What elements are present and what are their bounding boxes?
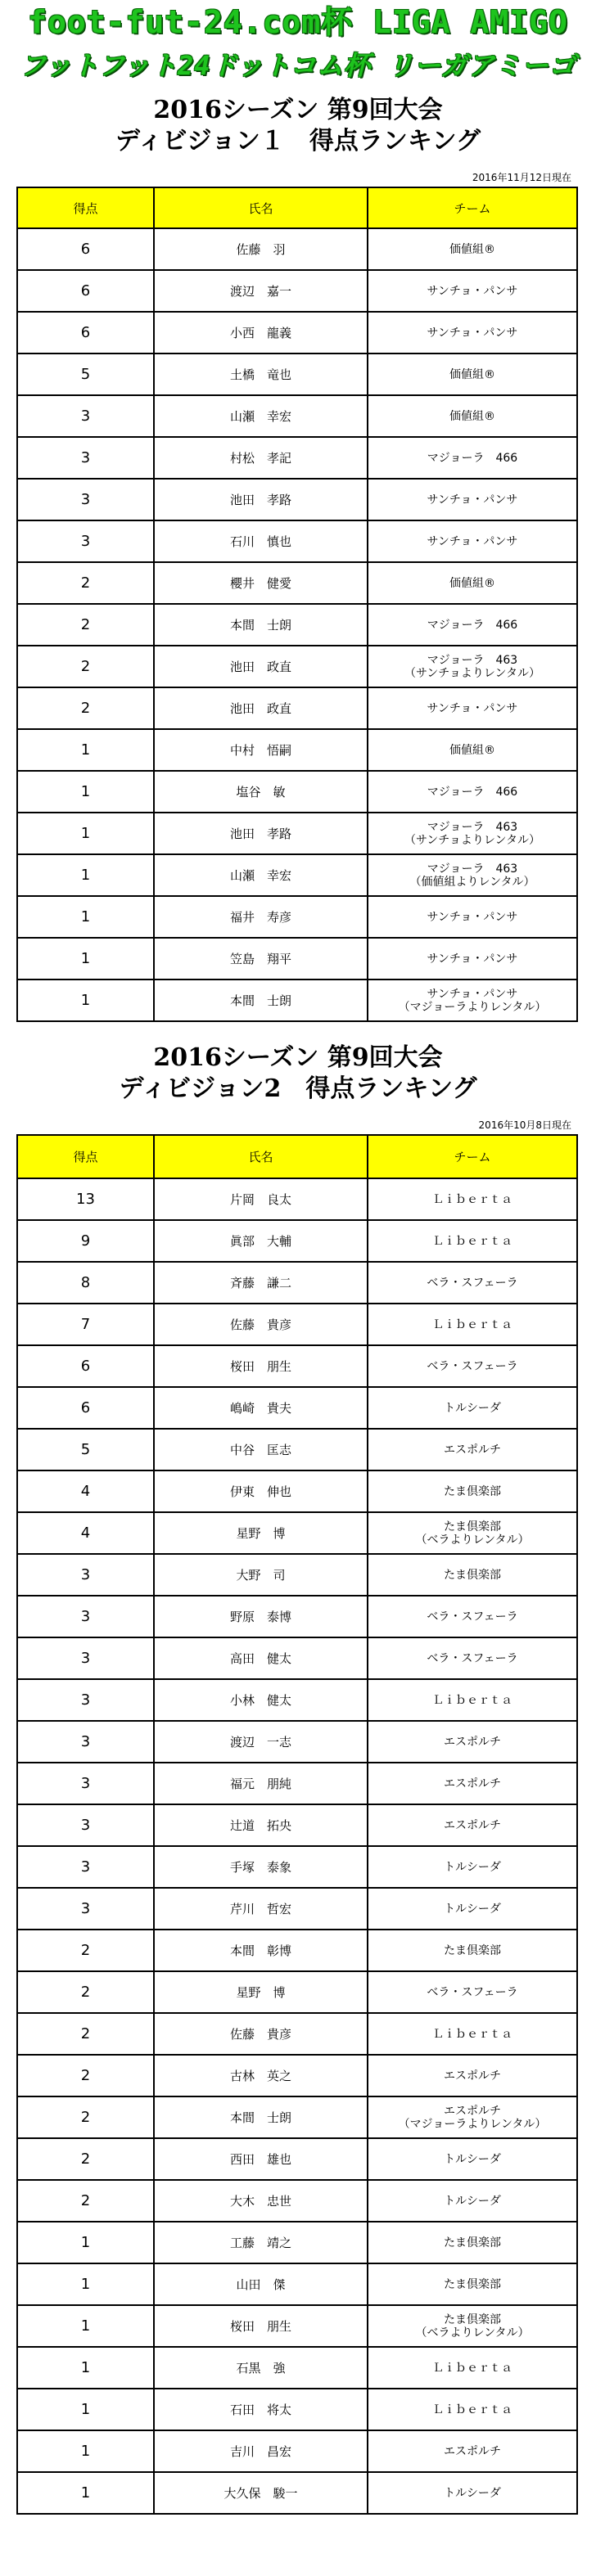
division2-title-line1: 2016シーズン 第9回大会 bbox=[153, 1043, 443, 1072]
table-row bbox=[17, 1637, 577, 1679]
team-rental-note: （マジョーラよりレンタル） bbox=[398, 2117, 547, 2131]
team-rental-note: （サンチョよりレンタル） bbox=[404, 666, 540, 680]
points-cell: 1 bbox=[17, 2305, 154, 2347]
table-header-row bbox=[17, 1135, 577, 1178]
team-name: マジョーラ 466 bbox=[427, 618, 518, 632]
table-row bbox=[17, 854, 577, 896]
division2-title-line2: ディビジョン2 得点ランキング bbox=[119, 1074, 477, 1103]
table-row bbox=[17, 896, 577, 938]
points-cell: 3 bbox=[17, 395, 154, 437]
header-name: 氏名 bbox=[154, 187, 368, 228]
team-cell bbox=[368, 896, 577, 938]
table-row bbox=[17, 1304, 577, 1345]
table-row bbox=[17, 1596, 577, 1637]
team-cell bbox=[368, 2305, 577, 2347]
team-name: マジョーラ 463 bbox=[427, 862, 518, 876]
team-name: トルシーダ bbox=[444, 1902, 501, 1916]
team-name: トルシーダ bbox=[444, 1860, 501, 1874]
team-name: たま倶楽部 bbox=[444, 1484, 501, 1498]
points-cell: 6 bbox=[17, 1387, 154, 1429]
points-cell: 6 bbox=[17, 1345, 154, 1387]
team-name: トルシーダ bbox=[444, 2194, 501, 2208]
team-cell bbox=[368, 1304, 577, 1345]
table-row bbox=[17, 1846, 577, 1888]
team-name: ベラ・スフェーラ bbox=[427, 1610, 518, 1624]
header-points: 得点 bbox=[17, 1135, 154, 1178]
team-name: ベラ・スフェーラ bbox=[427, 1651, 518, 1665]
table-row bbox=[17, 270, 577, 312]
team-name: サンチョ・パンサ bbox=[427, 326, 518, 340]
table-row bbox=[17, 2472, 577, 2514]
points-cell: 1 bbox=[17, 2472, 154, 2514]
team-name: エスポルチ bbox=[444, 1443, 501, 1457]
points-cell: 3 bbox=[17, 1596, 154, 1637]
team-rental-note: （ベラよりレンタル） bbox=[415, 1533, 530, 1547]
player-name-cell: 芹川 哲宏 bbox=[154, 1888, 368, 1930]
table-row bbox=[17, 1387, 577, 1429]
table-row bbox=[17, 395, 577, 437]
player-name-cell: 土橋 竜也 bbox=[154, 354, 368, 395]
team-cell bbox=[368, 687, 577, 729]
points-cell: 3 bbox=[17, 479, 154, 520]
team-name: Ｌｉｂｅｒｔａ bbox=[432, 2361, 512, 2375]
team-name: 価値組® bbox=[449, 576, 495, 590]
table-row bbox=[17, 2055, 577, 2096]
player-name-cell: 池田 孝路 bbox=[154, 479, 368, 520]
table-row bbox=[17, 1512, 577, 1554]
player-name-cell: 工藤 靖之 bbox=[154, 2222, 368, 2263]
division1-rows bbox=[17, 228, 577, 1021]
player-name-cell: 渡辺 嘉一 bbox=[154, 270, 368, 312]
player-name-cell: 西田 雄也 bbox=[154, 2138, 368, 2180]
player-name-cell: 大久保 駿一 bbox=[154, 2472, 368, 2514]
player-name-cell: 本間 士朗 bbox=[154, 604, 368, 646]
points-cell: 1 bbox=[17, 2430, 154, 2472]
table-row bbox=[17, 1220, 577, 1262]
team-cell bbox=[368, 813, 577, 854]
points-cell: 2 bbox=[17, 687, 154, 729]
player-name-cell: 桜田 朋生 bbox=[154, 1345, 368, 1387]
points-cell: 1 bbox=[17, 938, 154, 980]
points-cell: 8 bbox=[17, 1262, 154, 1304]
team-cell bbox=[368, 1679, 577, 1721]
points-cell: 3 bbox=[17, 520, 154, 562]
points-cell: 9 bbox=[17, 1220, 154, 1262]
team-cell bbox=[368, 2430, 577, 2472]
team-cell bbox=[368, 2013, 577, 2055]
table-row bbox=[17, 2096, 577, 2138]
table-row bbox=[17, 687, 577, 729]
player-name-cell: 小西 龍義 bbox=[154, 312, 368, 354]
team-cell bbox=[368, 437, 577, 479]
team-name: 価値組® bbox=[449, 409, 495, 423]
team-name: マジョーラ 466 bbox=[427, 451, 518, 465]
player-name-cell: 村松 孝記 bbox=[154, 437, 368, 479]
points-cell: 2 bbox=[17, 2096, 154, 2138]
team-rental-note: （マジョーラよりレンタル） bbox=[398, 1000, 547, 1014]
player-name-cell: 塩谷 敏 bbox=[154, 771, 368, 813]
team-name: エスポルチ bbox=[444, 2069, 501, 2083]
points-cell: 3 bbox=[17, 1804, 154, 1846]
player-name-cell: 山田 傑 bbox=[154, 2263, 368, 2305]
points-cell: 1 bbox=[17, 2347, 154, 2389]
player-name-cell: 渡辺 一志 bbox=[154, 1721, 368, 1763]
team-cell bbox=[368, 354, 577, 395]
team-cell bbox=[368, 1470, 577, 1512]
table-row bbox=[17, 354, 577, 395]
table-row bbox=[17, 1178, 577, 1220]
team-name: エスポルチ bbox=[444, 1735, 501, 1749]
team-name: マジョーラ 463 bbox=[427, 653, 518, 667]
team-name: サンチョ・パンサ bbox=[427, 952, 518, 966]
division1-title-line1: 2016シーズン 第9回大会 bbox=[153, 96, 443, 124]
table-row bbox=[17, 1763, 577, 1804]
points-cell: 7 bbox=[17, 1304, 154, 1345]
table-row bbox=[17, 2138, 577, 2180]
table-row bbox=[17, 437, 577, 479]
points-cell: 2 bbox=[17, 2013, 154, 2055]
team-cell bbox=[368, 604, 577, 646]
team-cell bbox=[368, 520, 577, 562]
team-name: サンチョ・パンサ bbox=[427, 284, 518, 298]
team-rental-note: （ベラよりレンタル） bbox=[415, 2326, 530, 2340]
points-cell: 2 bbox=[17, 2180, 154, 2222]
points-cell: 3 bbox=[17, 1888, 154, 1930]
team-cell bbox=[368, 2347, 577, 2389]
team-cell bbox=[368, 1178, 577, 1220]
team-cell bbox=[368, 228, 577, 270]
points-cell: 13 bbox=[17, 1178, 154, 1220]
table-row bbox=[17, 2430, 577, 2472]
player-name-cell: 櫻井 健愛 bbox=[154, 562, 368, 604]
team-name: エスポルチ bbox=[444, 1818, 501, 1832]
team-name: ベラ・スフェーラ bbox=[427, 1985, 518, 1999]
points-cell: 3 bbox=[17, 437, 154, 479]
player-name-cell: 佐藤 羽 bbox=[154, 228, 368, 270]
player-name-cell: 福元 朋純 bbox=[154, 1763, 368, 1804]
team-cell bbox=[368, 1345, 577, 1387]
table-row bbox=[17, 604, 577, 646]
team-cell bbox=[368, 2222, 577, 2263]
team-cell bbox=[368, 1262, 577, 1304]
team-name: たま倶楽部 bbox=[444, 2277, 501, 2291]
team-cell bbox=[368, 562, 577, 604]
player-name-cell: 伊東 伸也 bbox=[154, 1470, 368, 1512]
team-cell bbox=[368, 1930, 577, 1971]
division2-ranking-table bbox=[16, 1134, 578, 2515]
division1-ranking-table bbox=[16, 187, 578, 1022]
team-name: サンチョ・パンサ bbox=[427, 534, 518, 548]
team-name: マジョーラ 463 bbox=[427, 820, 518, 834]
player-name-cell: 本間 彰博 bbox=[154, 1930, 368, 1971]
team-cell bbox=[368, 1387, 577, 1429]
table-row bbox=[17, 771, 577, 813]
table-row bbox=[17, 562, 577, 604]
points-cell: 2 bbox=[17, 1930, 154, 1971]
team-name: たま倶楽部 bbox=[444, 1568, 501, 1582]
table-row bbox=[17, 1721, 577, 1763]
table-row bbox=[17, 2263, 577, 2305]
points-cell: 2 bbox=[17, 646, 154, 687]
player-name-cell: 本間 士朗 bbox=[154, 2096, 368, 2138]
table-row bbox=[17, 1888, 577, 1930]
team-cell bbox=[368, 1846, 577, 1888]
player-name-cell: 石黒 強 bbox=[154, 2347, 368, 2389]
points-cell: 1 bbox=[17, 771, 154, 813]
table-row bbox=[17, 646, 577, 687]
team-cell bbox=[368, 1220, 577, 1262]
team-name: 価値組® bbox=[449, 743, 495, 757]
player-name-cell: 中谷 匡志 bbox=[154, 1429, 368, 1470]
banner-title: foot-fut-24.com杯 LIGA AMIGO bbox=[28, 4, 568, 40]
team-cell bbox=[368, 771, 577, 813]
points-cell: 3 bbox=[17, 1763, 154, 1804]
team-cell bbox=[368, 646, 577, 687]
team-name: Ｌｉｂｅｒｔａ bbox=[432, 1693, 512, 1707]
team-cell bbox=[368, 980, 577, 1021]
player-name-cell: 桜田 朋生 bbox=[154, 2305, 368, 2347]
team-name: エスポルチ bbox=[444, 1777, 501, 1790]
table-row bbox=[17, 312, 577, 354]
table-row bbox=[17, 938, 577, 980]
points-cell: 1 bbox=[17, 2263, 154, 2305]
header-team: チーム bbox=[368, 1135, 577, 1178]
team-name: トルシーダ bbox=[444, 1401, 501, 1415]
points-cell: 3 bbox=[17, 1554, 154, 1596]
team-name: 価値組® bbox=[449, 242, 495, 256]
team-cell bbox=[368, 1971, 577, 2013]
player-name-cell: 池田 孝路 bbox=[154, 813, 368, 854]
table-row bbox=[17, 1262, 577, 1304]
team-name: Ｌｉｂｅｒｔａ bbox=[432, 1192, 512, 1206]
player-name-cell: 笠島 翔平 bbox=[154, 938, 368, 980]
player-name-cell: 小林 健太 bbox=[154, 1679, 368, 1721]
table-row bbox=[17, 729, 577, 771]
team-cell bbox=[368, 854, 577, 896]
player-name-cell: 嶋崎 貴夫 bbox=[154, 1387, 368, 1429]
player-name-cell: 石川 慎也 bbox=[154, 520, 368, 562]
table-row bbox=[17, 228, 577, 270]
points-cell: 1 bbox=[17, 813, 154, 854]
points-cell: 2 bbox=[17, 1971, 154, 2013]
table-row bbox=[17, 1345, 577, 1387]
team-cell bbox=[368, 1554, 577, 1596]
team-cell bbox=[368, 2263, 577, 2305]
team-name: たま倶楽部 bbox=[444, 2313, 501, 2326]
player-name-cell: 眞部 大輔 bbox=[154, 1220, 368, 1262]
team-name: たま倶楽部 bbox=[444, 2236, 501, 2249]
header-name: 氏名 bbox=[154, 1135, 368, 1178]
player-name-cell: 星野 博 bbox=[154, 1971, 368, 2013]
points-cell: 1 bbox=[17, 2222, 154, 2263]
table-row bbox=[17, 1470, 577, 1512]
points-cell: 1 bbox=[17, 729, 154, 771]
player-name-cell: 大木 忠世 bbox=[154, 2180, 368, 2222]
table-row bbox=[17, 1930, 577, 1971]
points-cell: 5 bbox=[17, 1429, 154, 1470]
team-cell bbox=[368, 1721, 577, 1763]
points-cell: 1 bbox=[17, 896, 154, 938]
table-row bbox=[17, 1429, 577, 1470]
points-cell: 3 bbox=[17, 1679, 154, 1721]
player-name-cell: 吉川 昌宏 bbox=[154, 2430, 368, 2472]
team-cell bbox=[368, 2472, 577, 2514]
team-cell bbox=[368, 312, 577, 354]
team-name: 価値組® bbox=[449, 367, 495, 381]
points-cell: 1 bbox=[17, 2389, 154, 2430]
table-row bbox=[17, 479, 577, 520]
points-cell: 4 bbox=[17, 1512, 154, 1554]
player-name-cell: 野原 泰博 bbox=[154, 1596, 368, 1637]
points-cell: 3 bbox=[17, 1846, 154, 1888]
team-cell bbox=[368, 2055, 577, 2096]
table-row bbox=[17, 1971, 577, 2013]
banner-subtitle: フットフット24ドットコム杯 リーガアミーゴ bbox=[20, 50, 576, 81]
team-name: エスポルチ bbox=[444, 2444, 501, 2458]
player-name-cell: 片岡 良太 bbox=[154, 1178, 368, 1220]
points-cell: 1 bbox=[17, 854, 154, 896]
team-name: たま倶楽部 bbox=[444, 1943, 501, 1957]
team-cell bbox=[368, 1637, 577, 1679]
points-cell: 1 bbox=[17, 980, 154, 1021]
player-name-cell: 高田 健太 bbox=[154, 1637, 368, 1679]
points-cell: 5 bbox=[17, 354, 154, 395]
table-row bbox=[17, 2222, 577, 2263]
points-cell: 6 bbox=[17, 228, 154, 270]
table-row bbox=[17, 1679, 577, 1721]
points-cell: 3 bbox=[17, 1637, 154, 1679]
points-cell: 2 bbox=[17, 2138, 154, 2180]
player-name-cell: 山瀬 幸宏 bbox=[154, 854, 368, 896]
team-name: ベラ・スフェーラ bbox=[427, 1359, 518, 1373]
player-name-cell: 山瀬 幸宏 bbox=[154, 395, 368, 437]
team-cell bbox=[368, 1429, 577, 1470]
points-cell: 6 bbox=[17, 312, 154, 354]
team-cell bbox=[368, 2389, 577, 2430]
points-cell: 6 bbox=[17, 270, 154, 312]
table-row bbox=[17, 1554, 577, 1596]
team-name: Ｌｉｂｅｒｔａ bbox=[432, 2403, 512, 2416]
player-name-cell: 古林 英之 bbox=[154, 2055, 368, 2096]
team-cell bbox=[368, 270, 577, 312]
team-name: マジョーラ 466 bbox=[427, 785, 518, 799]
player-name-cell: 斉藤 謙二 bbox=[154, 1262, 368, 1304]
team-name: エスポルチ bbox=[444, 2104, 501, 2118]
team-rental-note: （サンチョよりレンタル） bbox=[404, 833, 540, 847]
table-row bbox=[17, 2180, 577, 2222]
team-rental-note: （価値組よりレンタル） bbox=[409, 875, 535, 889]
division2-date: 2016年10月8日現在 bbox=[478, 1119, 571, 1131]
team-cell bbox=[368, 2138, 577, 2180]
player-name-cell: 福井 寿彦 bbox=[154, 896, 368, 938]
player-name-cell: 手塚 泰象 bbox=[154, 1846, 368, 1888]
team-cell bbox=[368, 479, 577, 520]
player-name-cell: 佐藤 貴彦 bbox=[154, 1304, 368, 1345]
player-name-cell: 中村 悟嗣 bbox=[154, 729, 368, 771]
team-cell bbox=[368, 395, 577, 437]
player-name-cell: 池田 政直 bbox=[154, 687, 368, 729]
team-cell bbox=[368, 1888, 577, 1930]
table-row bbox=[17, 2389, 577, 2430]
player-name-cell: 辻道 拓央 bbox=[154, 1804, 368, 1846]
team-cell bbox=[368, 1596, 577, 1637]
division1-title-line2: ディビジョン１ 得点ランキング bbox=[115, 127, 481, 155]
team-name: トルシーダ bbox=[444, 2486, 501, 2500]
team-name: Ｌｉｂｅｒｔａ bbox=[432, 2027, 512, 2041]
team-name: サンチョ・パンサ bbox=[427, 910, 518, 924]
header-points: 得点 bbox=[17, 187, 154, 228]
team-name: たま倶楽部 bbox=[444, 1520, 501, 1533]
points-cell: 2 bbox=[17, 604, 154, 646]
player-name-cell: 大野 司 bbox=[154, 1554, 368, 1596]
team-cell bbox=[368, 1804, 577, 1846]
points-cell: 3 bbox=[17, 1721, 154, 1763]
division1-date: 2016年11月12日現在 bbox=[472, 172, 571, 183]
table-header-row bbox=[17, 187, 577, 228]
team-cell bbox=[368, 938, 577, 980]
player-name-cell: 佐藤 貴彦 bbox=[154, 2013, 368, 2055]
header-team: チーム bbox=[368, 187, 577, 228]
team-cell bbox=[368, 729, 577, 771]
team-name: Ｌｉｂｅｒｔａ bbox=[432, 1317, 512, 1331]
team-cell bbox=[368, 1512, 577, 1554]
table-row bbox=[17, 813, 577, 854]
team-name: サンチョ・パンサ bbox=[427, 701, 518, 715]
table-row bbox=[17, 1804, 577, 1846]
team-name: トルシーダ bbox=[444, 2152, 501, 2166]
team-cell bbox=[368, 1763, 577, 1804]
table-row bbox=[17, 2347, 577, 2389]
player-name-cell: 本間 士朗 bbox=[154, 980, 368, 1021]
table-row bbox=[17, 520, 577, 562]
team-cell bbox=[368, 2180, 577, 2222]
table-row bbox=[17, 2013, 577, 2055]
player-name-cell: 池田 政直 bbox=[154, 646, 368, 687]
table-row bbox=[17, 980, 577, 1021]
points-cell: 2 bbox=[17, 562, 154, 604]
team-name: ベラ・スフェーラ bbox=[427, 1276, 518, 1290]
team-name: サンチョ・パンサ bbox=[427, 987, 518, 1001]
points-cell: 4 bbox=[17, 1470, 154, 1512]
team-name: サンチョ・パンサ bbox=[427, 493, 518, 507]
division2-rows bbox=[17, 1178, 577, 2514]
player-name-cell: 石田 将太 bbox=[154, 2389, 368, 2430]
team-cell bbox=[368, 2096, 577, 2138]
table-row bbox=[17, 2305, 577, 2347]
points-cell: 2 bbox=[17, 2055, 154, 2096]
team-name: Ｌｉｂｅｒｔａ bbox=[432, 1234, 512, 1248]
player-name-cell: 星野 博 bbox=[154, 1512, 368, 1554]
